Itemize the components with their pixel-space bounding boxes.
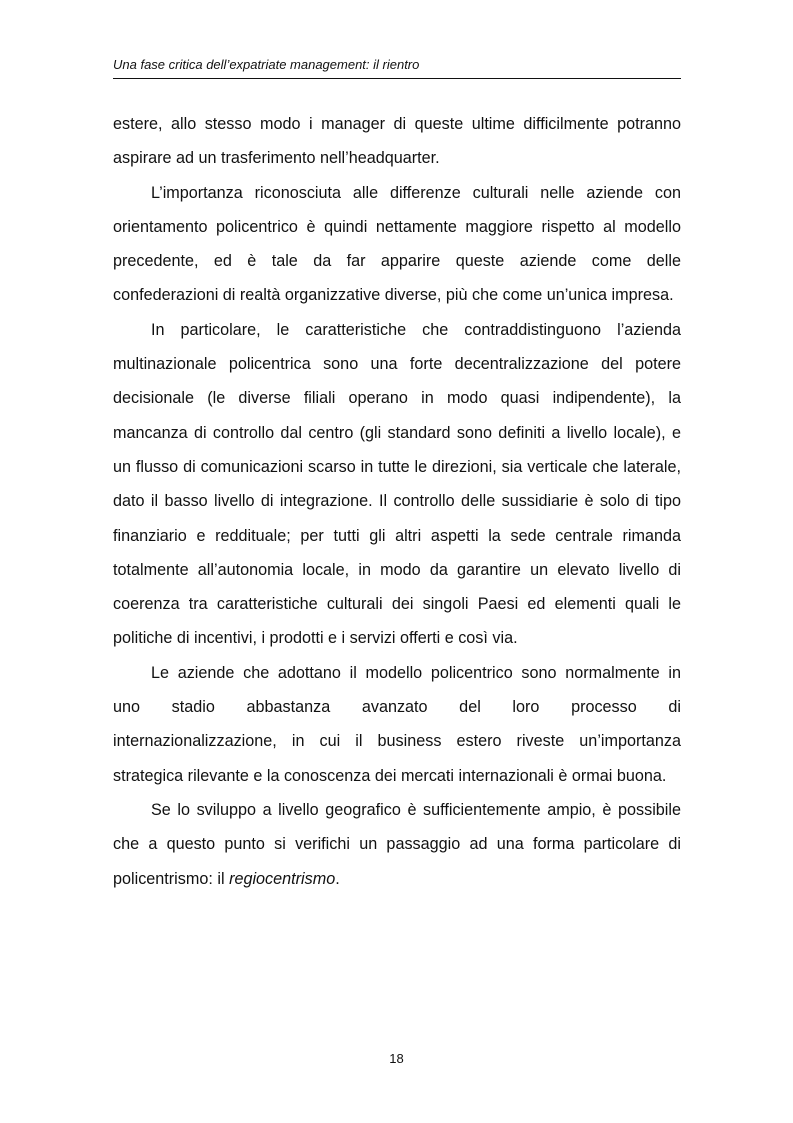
paragraph-4-rest: internazionalizzazione, in cui il business estero riveste un’importanza strategica rilevante e la conoscenza dei mercati internazionali è ormai buona. — [113, 732, 681, 785]
running-header: Una fase critica dell’expatriate management: il rientro — [113, 57, 420, 72]
paragraph-4-line-1: Le aziende che adottano il modello policentrico sono normalmente in — [151, 663, 681, 682]
paragraph-1: estere, allo stesso modo i manager di queste ultime difficilmente potranno aspirare ad un trasferimento nell’headquarter. — [113, 115, 681, 168]
body-text — [113, 107, 681, 896]
paragraph-5-emphasis: regiocentrismo — [229, 869, 336, 888]
paragraph-4-line-2: uno stadio abbastanza avanzato del loro processo di — [113, 698, 681, 717]
header-rule — [113, 78, 681, 79]
paragraph-5 — [113, 793, 681, 896]
paragraph-2: L’importanza riconosciuta alle differenze culturali nelle aziende con orientamento policentrico è quindi nettamente maggiore rispetto al modello precedente, ed è tale da far apparire queste aziende come delle confederazioni di realtà organizzative diverse, più che come un’unica impresa. — [113, 183, 681, 305]
paragraph-5-text: Se lo sviluppo a livello geografico è sufficientemente ampio, è possibile che a questo punto si verifichi un passaggio ad una forma particolare di policentrismo: il — [113, 800, 681, 888]
paragraph-5-end: . — [335, 869, 340, 888]
paragraph-3: In particolare, le caratteristiche che contraddistinguono l’azienda multinazionale policentrica sono una forte decentralizzazione del potere decisionale (le diverse filiali operano in modo quasi indipendente), la mancanza di controllo dal centro (gli standard sono definiti a livello locale), e un flusso di comunicazioni scarso in tutte le direzioni, sia verticale che laterale, dato il basso livello di integrazione. Il controllo delle sussidiarie è solo di tipo finanziario e reddituale; per tutti gli altri aspetti la sede centrale rimanda totalmente all’autonomia locale, in modo da garantire un elevato livello di coerenza tra caratteristiche culturali dei singoli Paesi ed elementi quali le politiche di incentivi, i prodotti e i servizi offerti e così via. — [113, 320, 681, 648]
page-number: 18 — [389, 1051, 404, 1066]
